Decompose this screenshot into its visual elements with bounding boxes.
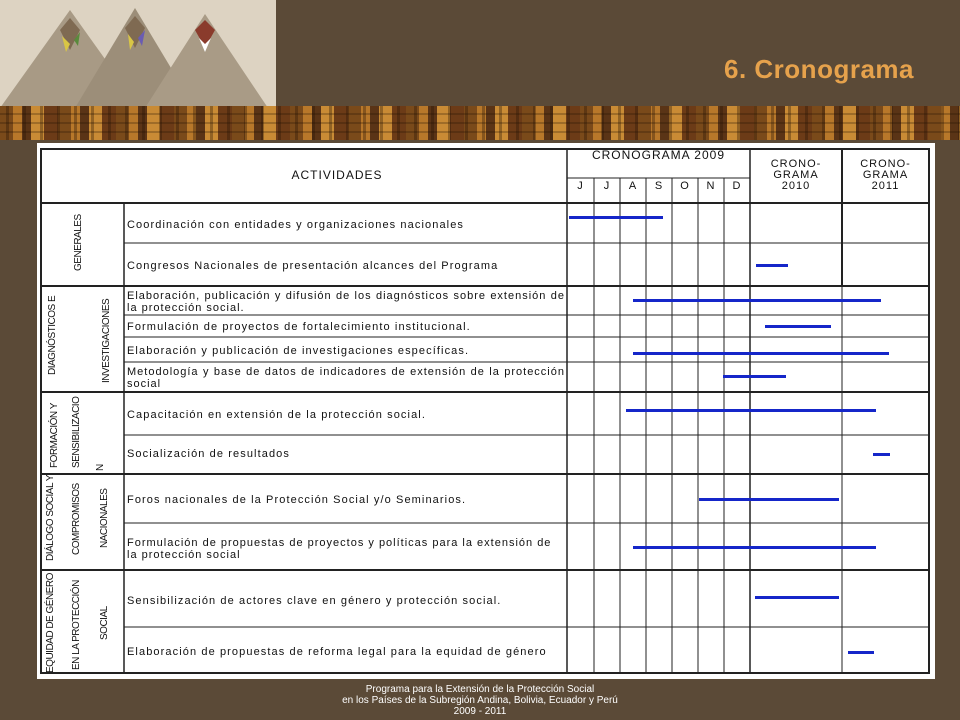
header-cronograma-2009: CRONOGRAMA 2009 [591, 148, 726, 162]
group-label-formacion: FORMACIÓN Y [49, 403, 60, 468]
group-label-dialogo: DIÁLOGO SOCIAL Y [45, 475, 56, 561]
timeline-bar [626, 409, 876, 412]
schedule-table [37, 143, 935, 679]
group-label-proteccion: EN LA PROTECCIÓN [71, 580, 82, 670]
header-cronograma-2011: CRONO- GRAMA 2011 [860, 158, 911, 192]
timeline-bar [765, 325, 831, 328]
header-cronograma-2010: CRONO- GRAMA 2010 [770, 158, 822, 192]
activity-label: Foros nacionales de la Protección Social y/o Seminarios. [127, 494, 467, 506]
timeline-bar [755, 596, 839, 599]
footer [0, 684, 960, 717]
activity-label: Capacitación en extensión de la protección social. [127, 409, 426, 421]
slide-title: 6. Cronograma [724, 54, 914, 84]
footer-line-1: Programa para la Extensión de la Protección Social [365, 684, 595, 695]
activity-label: Coordinación con entidades y organizaciones nacionales [127, 219, 465, 231]
timeline-bar [569, 216, 663, 219]
group-label-investigaciones: INVESTIGACIONES [101, 298, 112, 383]
activity-label: Metodología y base de datos de indicadores de extensión de la protección social [127, 366, 565, 390]
group-label-generales: GENERALES [73, 214, 84, 271]
timeline-bar [723, 375, 786, 378]
month-label: N [706, 180, 716, 192]
activity-label: Elaboración y publicación de investigaciones específicas. [127, 345, 470, 357]
activity-label: Elaboración, publicación y difusión de los diagnósticos sobre extensión de la protección social. [127, 290, 565, 314]
month-label: O [680, 180, 690, 192]
header-actividades: ACTIVIDADES [291, 168, 383, 182]
mountains-logo-icon [0, 0, 276, 108]
month-label: S [654, 180, 664, 192]
program-logo [0, 0, 276, 108]
group-label-sensibilizacion-n: N [95, 464, 106, 471]
timeline-bar [873, 453, 890, 456]
group-label-nacionales: NACIONALES [99, 488, 110, 548]
activity-label: Sensibilización de actores clave en género y protección social. [127, 595, 502, 607]
month-label: J [603, 180, 611, 192]
group-label-social: SOCIAL [99, 606, 110, 640]
timeline-bar [848, 651, 874, 654]
month-label: J [577, 180, 584, 192]
footer-line-2: en los Países de la Subregión Andina, Bolivia, Ecuador y Perú [342, 695, 618, 706]
activity-label: Socialización de resultados [127, 448, 290, 460]
group-label-equidad: EQUIDAD DE GÉNERO [45, 573, 56, 673]
group-label-diagnosticos: DIAGNÓSTICOS E [47, 295, 58, 375]
timeline-bar [633, 299, 881, 302]
activity-label: Elaboración de propuestas de reforma legal para la equidad de género [127, 646, 547, 658]
footer-line-3: 2009 - 2011 [453, 706, 507, 717]
activity-label: Formulación de propuestas de proyectos y políticas para la extensión de la protección social [127, 537, 552, 561]
timeline-bar [633, 546, 876, 549]
timeline-bar [633, 352, 889, 355]
month-label: D [732, 180, 742, 192]
decorative-textile-overlay [0, 106, 960, 140]
timeline-bar [699, 498, 839, 501]
group-label-sensibilizacion: SENSIBILIZACIO [71, 396, 82, 468]
activity-label: Formulación de proyectos de fortalecimiento institucional. [127, 321, 471, 333]
month-label: A [628, 180, 638, 192]
activity-label: Congresos Nacionales de presentación alcances del Programa [127, 260, 499, 272]
timeline-bar [756, 264, 788, 267]
group-label-compromisos: COMPROMISOS [71, 483, 82, 555]
